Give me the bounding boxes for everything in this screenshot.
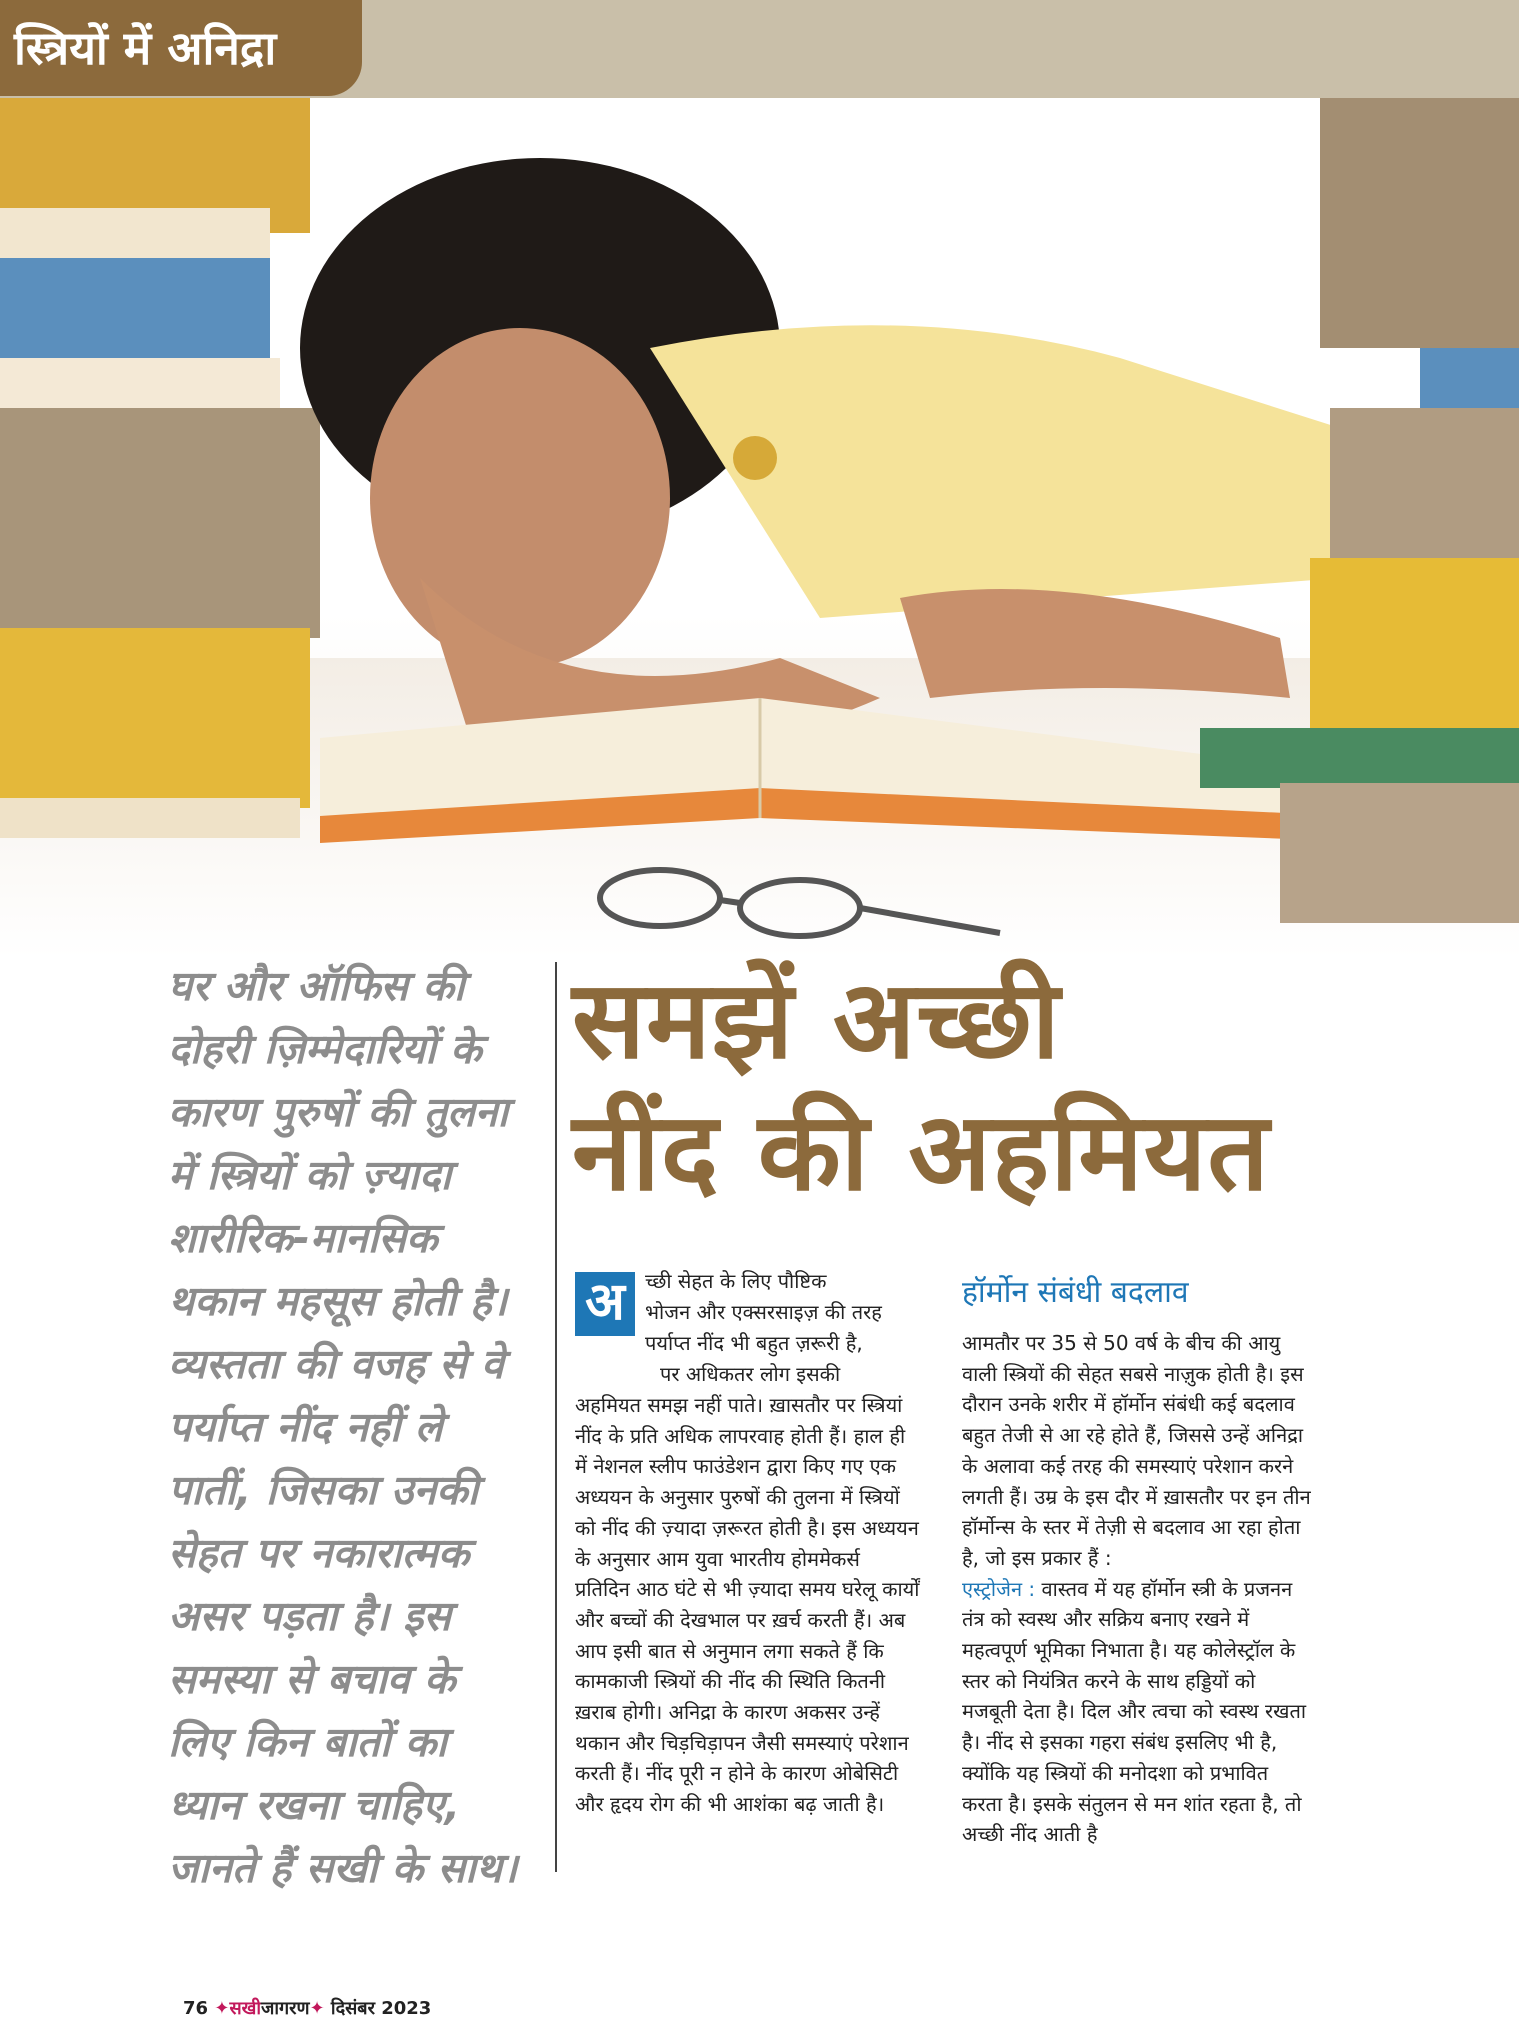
- page-number: 76: [183, 1998, 209, 2019]
- hero-photo: [0, 98, 1519, 958]
- brand-name-2: जागरण: [261, 1998, 310, 2019]
- page-footer: [183, 1996, 431, 2020]
- article-paragraph-1: अहमियत समझ नहीं पाते। ख़ासतौर पर स्त्रियां नींद के प्रति अधिक लापरवाह होती हैं। हाल ही में नेशनल स्लीप फाउंडेशन द्वारा किए गए एक अध्ययन के अनुसार पुरुषों की तुलना में स्त्रियों को नींद की ज़्यादा ज़रूरत होती है। इस अध्ययन के अनुसार आम युवा भारतीय होममेकर्स प्रतिदिन आठ घंटे से भी ज़्यादा समय घरेलू कार्यों और बच्चों की देखभाल पर ख़र्च करती हैं। अब आप इसी बात से अनुमान लगा सकते हैं कि कामकाजी स्त्रियों की नींद की स्थिति कितनी ख़राब होगी। अनिद्रा के कारण अकसर उन्हें थकान और चिड़चिड़ापन जैसी समस्याएं परेशान करती हैं। नींद पूरी न होने के कारण ओबेसिटी और हृदय रोग की भी आशंका बढ़ जाती है।: [575, 1393, 920, 1817]
- issue-date: दिसंबर 2023: [330, 1998, 432, 2019]
- star-icon: ✦: [309, 1998, 325, 2019]
- brand-name: सखी: [229, 1998, 261, 2019]
- subhead-hormone-changes: हॉर्मोन संबंधी बदलाव: [962, 1275, 1189, 1310]
- term-estrogen: एस्ट्रोजेन :: [962, 1576, 1036, 1601]
- star-icon: ✦: [214, 1998, 230, 2019]
- pull-quote: घर और ऑफिस की दोहरी ज़िम्मेदारियों के कारण पुरुषों की तुलना में स्त्रियों को ज़्यादा शारीरिक-मानसिक थकान महसूस होती है। व्यस्तता की वजह से वे पर्याप्त नींद नहीं ले पातीं, जिसका उनकी सेहत पर नकारात्मक असर पड़ता है। इस समस्या से बचाव के लिए किन बातों का ध्यान रखना चाहिए, जानते हैं सखी के साथ।: [168, 962, 518, 1892]
- headline-line-2: नींद की अहमियत: [572, 1090, 1270, 1215]
- drop-cap: अ: [575, 1272, 635, 1336]
- column-divider: [555, 962, 557, 1872]
- headline-line-1: समझें अच्छी: [572, 958, 1061, 1083]
- article-column-2: [962, 1328, 1312, 1850]
- sleeping-woman-illustration: [0, 98, 1519, 958]
- article-paragraph-2: आमतौर पर 35 से 50 वर्ष के बीच की आयु वाली स्त्रियों की सेहत सबसे नाज़ुक होती है। इस दौरान उनके शरीर में हॉर्मोन संबंधी कई बदलाव बहुत तेजी से आ रहे होते हैं, जिससे उन्हें अनिद्रा के अलावा कई तरह की समस्याएं परेशान करने लगती हैं। उम्र के इस दौर में ख़ासतौर पर इन तीन हॉर्मोन्स के स्तर में तेज़ी से बदलाव आ रहा होता है, जो इस प्रकार हैं :: [962, 1331, 1311, 1570]
- intro-line: पर्याप्त नींद भी बहुत ज़रूरी है,: [645, 1331, 863, 1355]
- left-book-stack: [0, 98, 320, 838]
- intro-line: च्छी सेहत के लिए पौष्टिक: [645, 1269, 827, 1293]
- article-paragraph-3-text: वास्तव में यह हॉर्मोन स्त्री के प्रजनन तंत्र को स्वस्थ और सक्रिय बनाए रखने में महत्वपूर्ण भूमिका निभाता है। यह कोलेस्ट्रॉल के स्तर को नियंत्रित करने के साथ हड्डियों को मजबूती देता है। दिल और त्वचा को स्वस्थ रखता है। नींद से इसका गहरा संबंध इसलिए भी है, क्योंकि यह स्त्रियों की मनोदशा को प्रभावित करता है। इसके संतुलन से मन शांत रहता है, तो अच्छी नींद आती है: [962, 1576, 1307, 1847]
- article-paragraph-3: [962, 1574, 1312, 1850]
- section-tag: स्त्रियों में अनिद्रा: [0, 0, 362, 96]
- intro-line: भोजन और एक्सरसाइज़ की तरह: [645, 1300, 882, 1324]
- headline: [572, 955, 1472, 1219]
- intro-line: पर अधिकतर लोग इसकी: [660, 1362, 841, 1386]
